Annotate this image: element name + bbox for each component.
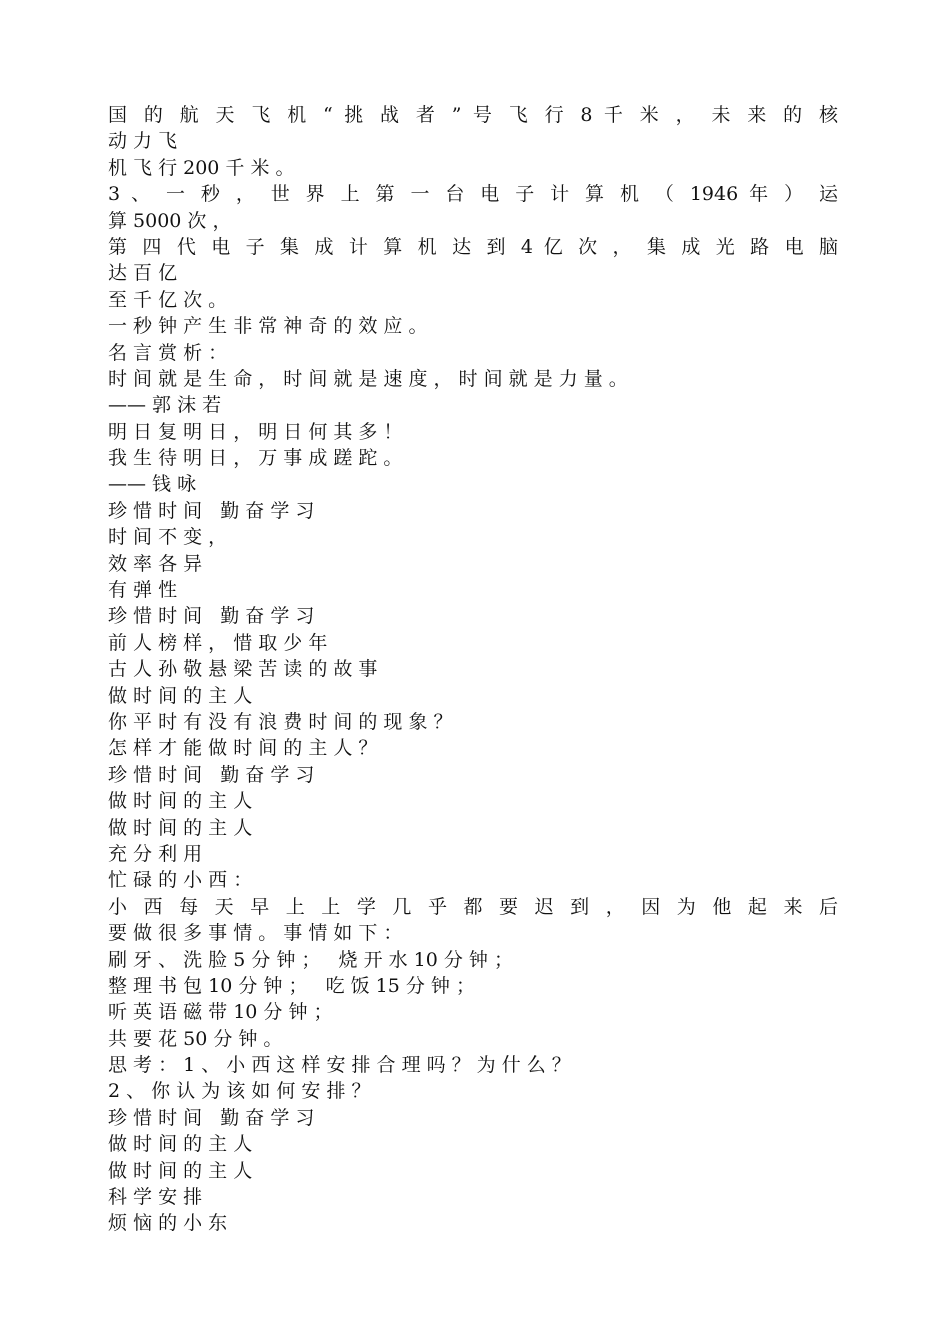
text-line: 做 时 间 的 主 人 — [108, 816, 253, 839]
section-heading: 珍 惜 时 间 勤 奋 学 习 — [108, 1106, 315, 1129]
text-line: 动 力 飞 — [108, 130, 178, 153]
text-line: 思 考 ： 1 、 小 西 这 样 安 排 合 理 吗 ？ 为 什 么 ？ — [108, 1054, 571, 1077]
text-line: 要 做 很 多 事 情 。 事 情 如 下 ： — [108, 922, 403, 945]
text-line: 充 分 利 用 — [108, 842, 203, 865]
quote-line: 时 间 就 是 生 命 ， 时 间 就 是 速 度 ， 时 间 就 是 力 量 。 — [108, 367, 628, 390]
text-line: 科 学 安 排 — [108, 1186, 203, 1209]
text-line: 做 时 间 的 主 人 — [108, 684, 253, 707]
text-line: 国 的 航 天 飞 机 “ 挑 战 者 ” 号 飞 行 8 千 米 ， 未 来 的 核 — [108, 104, 838, 126]
section-heading: 珍 惜 时 间 勤 奋 学 习 — [108, 605, 315, 628]
text-line: 古 人 孙 敬 悬 梁 苦 读 的 故 事 — [108, 658, 378, 681]
quote-line: 我 生 待 明 日 ， 万 事 成 蹉 跎 。 — [108, 447, 403, 470]
text-line: 第 四 代 电 子 集 成 计 算 机 达 到 4 亿 次 ， 集 成 光 路 电 脑 — [108, 235, 838, 258]
text-line: 3 、 一 秒 ， 世 界 上 第 一 台 电 子 计 算 机 （ 1946 年 ） 运 — [108, 183, 838, 206]
text-line: 共 要 花 50 分 钟 。 — [108, 1027, 283, 1050]
quote-line: 明 日 复 明 日 ， 明 日 何 其 多 ！ — [108, 420, 403, 443]
text-line: 算 5000 次 ， — [108, 209, 232, 232]
quote-attribution: —— 钱 咏 — [108, 473, 197, 496]
text-line: 做 时 间 的 主 人 — [108, 790, 253, 813]
text-line: 小 西 每 天 早 上 上 学 几 乎 都 要 迟 到 ， 因 为 他 起 来 后 — [108, 895, 838, 918]
text-line: 前 人 榜 样 ， 惜 取 少 年 — [108, 631, 328, 654]
text-line: 刷 牙 、 洗 脸 5 分 钟 ； 烧 开 水 10 分 钟 ； — [108, 948, 513, 971]
text-line: 做 时 间 的 主 人 — [108, 1133, 253, 1156]
text-line: 有 弹 性 — [108, 579, 178, 602]
text-line: 名 言 赏 析 ： — [108, 341, 228, 364]
text-line: 整 理 书 包 10 分 钟 ； 吃 饭 15 分 钟 ； — [108, 974, 475, 997]
quote-attribution: —— 郭 沫 若 — [108, 394, 222, 417]
text-line: 你 平 时 有 没 有 浪 费 时 间 的 现 象 ？ — [108, 710, 453, 733]
text-line: 一 秒 钟 产 生 非 常 神 奇 的 效 应 。 — [108, 315, 428, 338]
text-line: 效 率 各 异 — [108, 552, 203, 575]
text-line: 时 间 不 变 ， — [108, 526, 228, 549]
text-line: 怎 样 才 能 做 时 间 的 主 人 ？ — [108, 737, 378, 760]
text-line: 听 英 语 磁 带 10 分 钟 ； — [108, 1001, 333, 1024]
text-line: 至 千 亿 次 。 — [108, 288, 228, 311]
document-page — [108, 102, 838, 1237]
text-line: 做 时 间 的 主 人 — [108, 1159, 253, 1182]
text-line: 达 百 亿 — [108, 262, 178, 285]
text-line: 2 、 你 认 为 该 如 何 安 排 ？ — [108, 1080, 371, 1103]
section-heading: 珍 惜 时 间 勤 奋 学 习 — [108, 499, 315, 522]
section-heading: 珍 惜 时 间 勤 奋 学 习 — [108, 763, 315, 786]
text-line: 烦 恼 的 小 东 — [108, 1212, 228, 1235]
text-line: 机 飞 行 200 千 米 。 — [108, 156, 295, 179]
text-line: 忙 碌 的 小 西 ： — [108, 869, 253, 892]
